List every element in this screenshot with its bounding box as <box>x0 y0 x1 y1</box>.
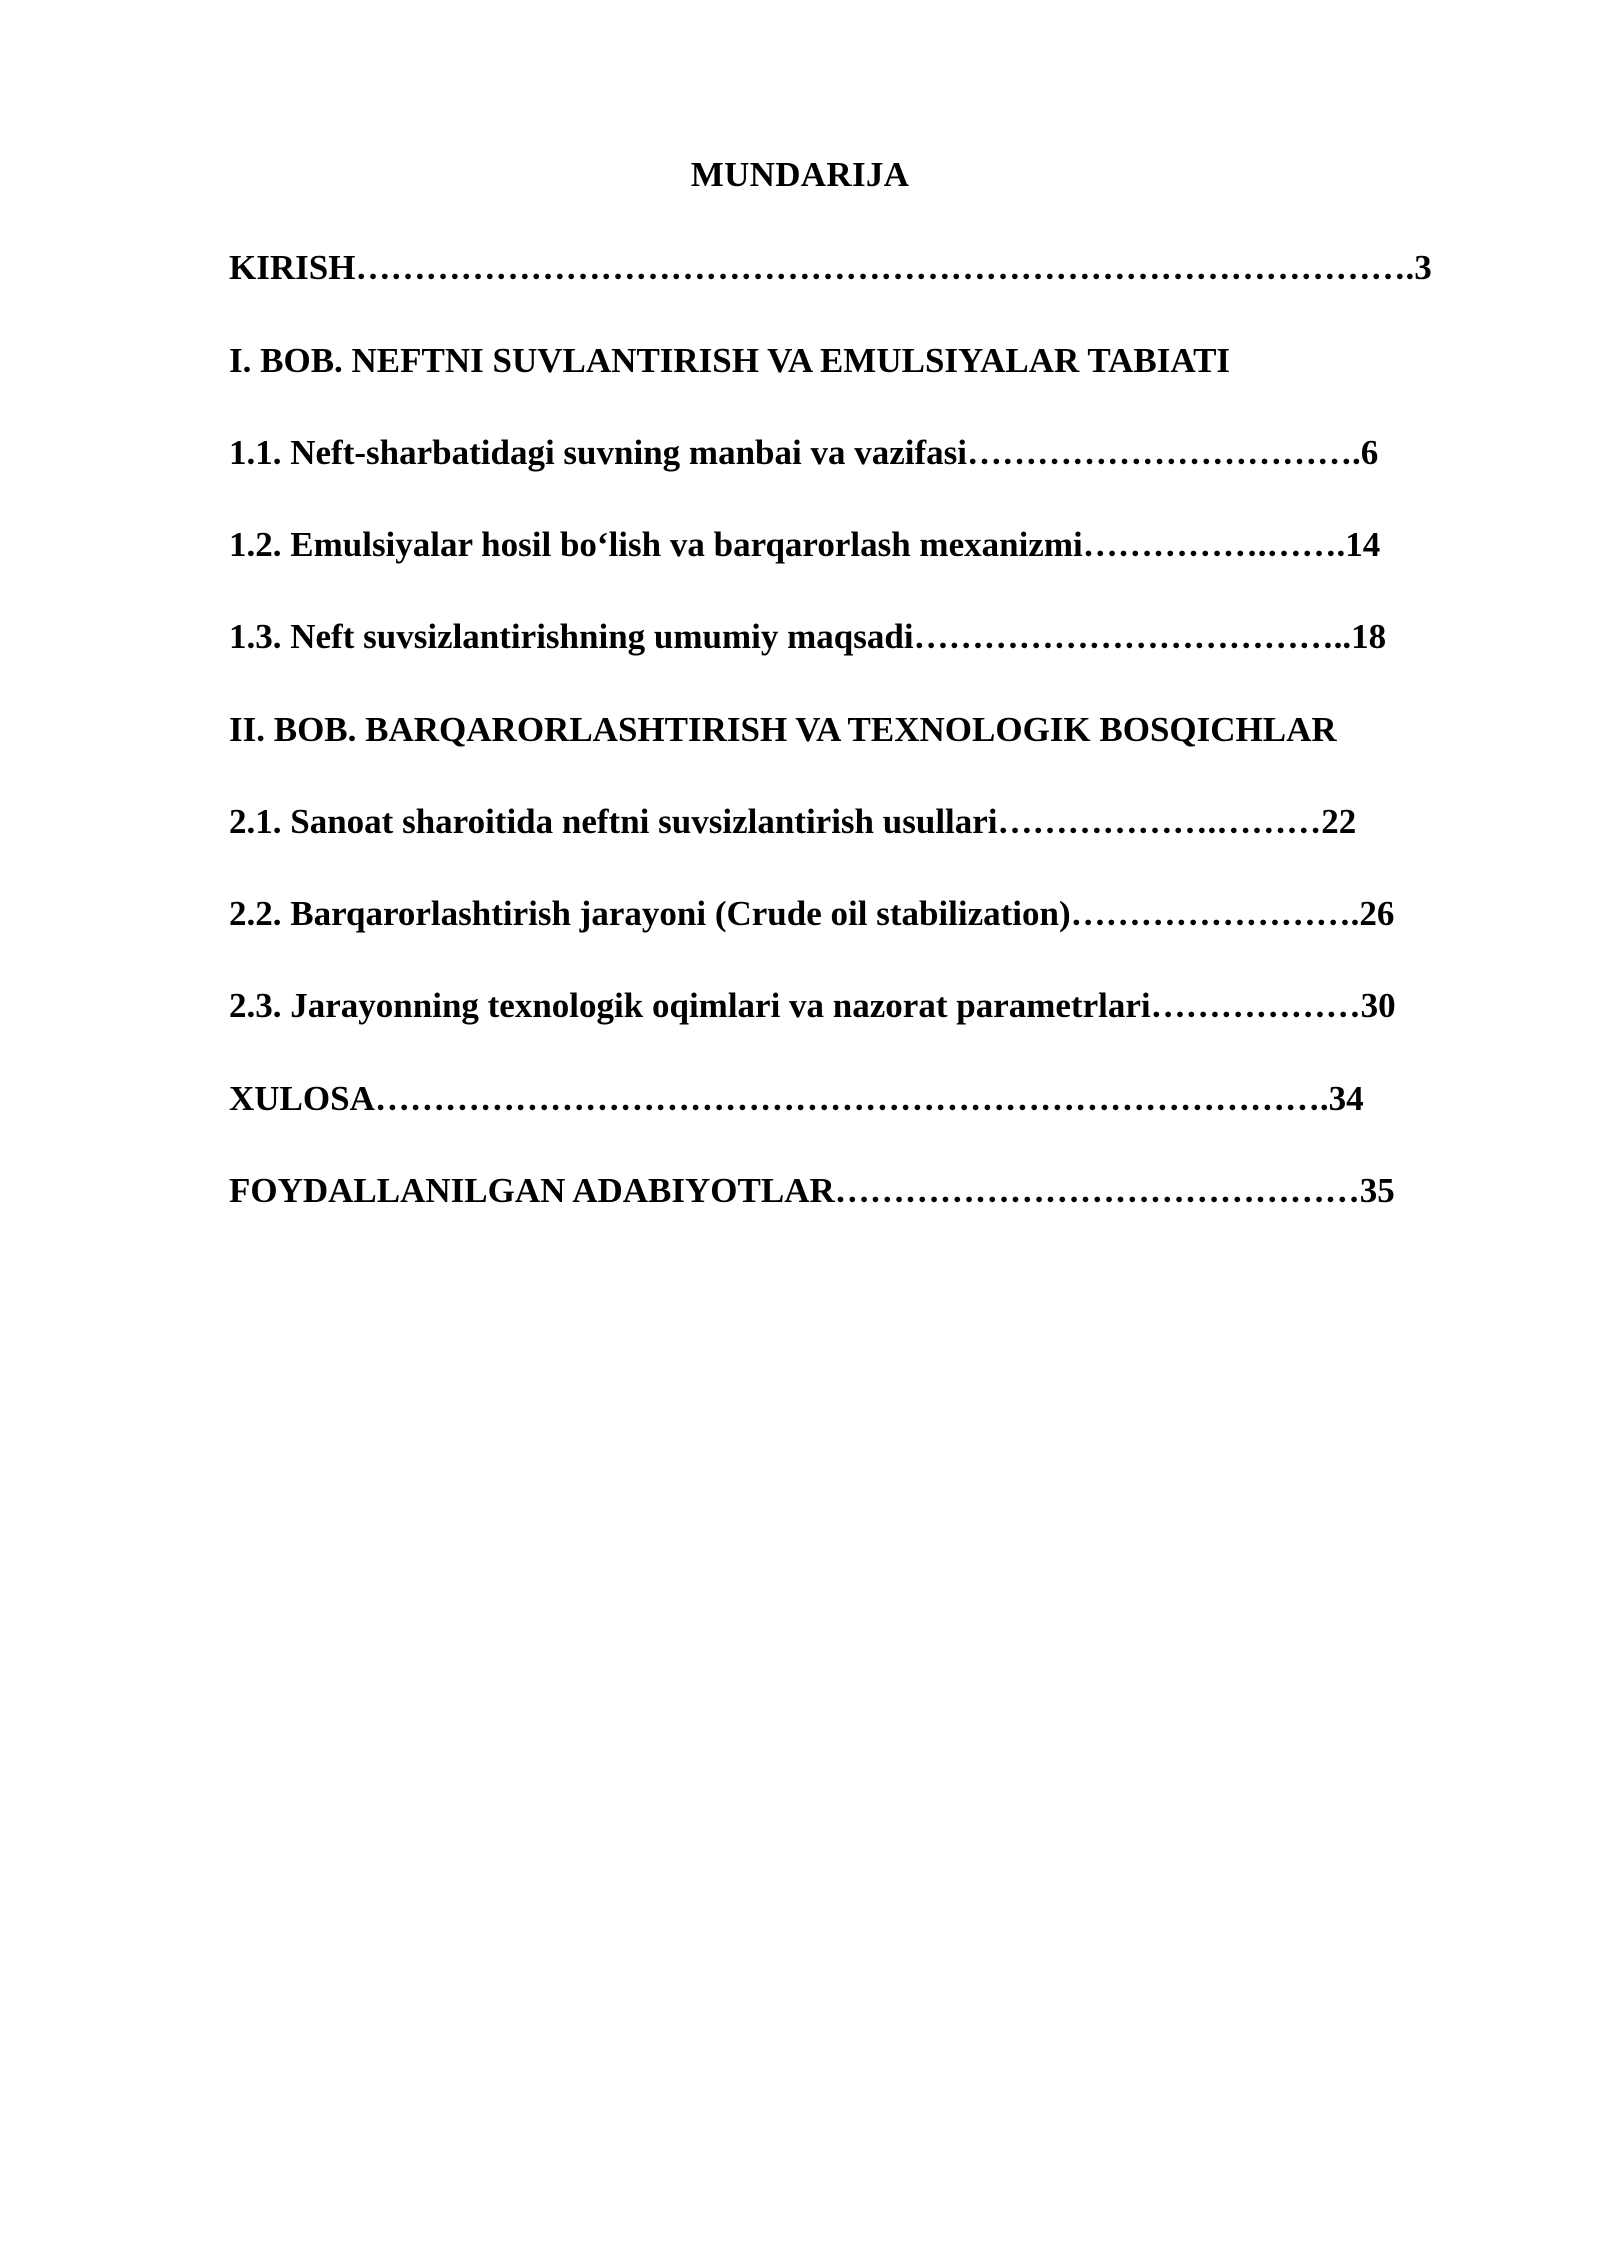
toc-entry-label: 2.3. Jarayonning texnologik oqimlari va nazorat parametrlari <box>229 986 1151 1025</box>
toc-leader-dots: ……………………………….. <box>913 617 1352 656</box>
toc-chapter-1-heading[interactable] <box>229 336 1379 386</box>
toc-entry-label: 1.3. Neft suvsizlantirishning umumiy maqsadi <box>229 617 914 656</box>
toc-entry-label: 2.2. Barqarorlashtirish jarayoni (Crude oil stabilization) <box>229 894 1071 933</box>
toc-page-number: 22 <box>1321 802 1357 841</box>
toc-entry-xulosa[interactable] <box>229 1074 1491 1124</box>
toc-entry-1-2[interactable] <box>229 520 1479 570</box>
toc-entry-label: II. BOB. BARQARORLASHTIRISH VA TEXNOLOGIK BOSQICHLAR <box>229 710 1337 749</box>
toc-leader-dots: ………………………………………………………………………………. <box>355 248 1415 287</box>
toc-leader-dots: ……………………………. <box>967 433 1361 472</box>
toc-page-number: 30 <box>1360 986 1396 1025</box>
toc-entry-label: 1.2. Emulsiyalar hosil bo‘lish va barqarorlash mexanizmi <box>229 525 1083 564</box>
toc-entry-2-2[interactable] <box>229 889 1491 939</box>
toc-page-number: 18 <box>1351 617 1387 656</box>
toc-entry-2-1[interactable] <box>229 797 1489 847</box>
toc-entry-1-1[interactable] <box>229 428 1479 478</box>
toc-entry-kirish[interactable] <box>229 243 1491 293</box>
toc-chapter-2-heading[interactable] <box>229 705 1479 755</box>
toc-entry-adabiyotlar[interactable] <box>229 1166 1491 1216</box>
toc-page-number: 26 <box>1359 894 1395 933</box>
toc-page-number: 6 <box>1360 433 1379 472</box>
toc-leader-dots: ………………………………………………………………………. <box>374 1079 1329 1118</box>
toc-entry-1-3[interactable] <box>229 612 1491 662</box>
toc-entry-label: 1.1. Neft-sharbatidagi suvning manbai va vazifasi <box>229 433 967 472</box>
toc-entry-label: KIRISH <box>229 248 356 287</box>
toc-entry-2-3[interactable] <box>229 981 1491 1031</box>
toc-leader-dots: ……………………………………… <box>834 1171 1360 1210</box>
toc-leader-dots: …………….……. <box>1082 525 1346 564</box>
toc-entry-label: FOYDALLANILGAN ADABIYOTLAR <box>229 1171 835 1210</box>
toc-leader-dots: ……………….……… <box>997 802 1322 841</box>
toc-entry-label: I. BOB. NEFTNI SUVLANTIRISH VA EMULSIYALAR TABIATI <box>229 341 1231 380</box>
toc-title: MUNDARIJA <box>690 155 910 194</box>
toc-leader-dots: ……………… <box>1150 986 1361 1025</box>
toc-entry-label: 2.1. Sanoat sharoitida neftni suvsizlantirish usullari <box>229 802 998 841</box>
toc-page-number: 34 <box>1328 1079 1364 1118</box>
toc-leader-dots: ……………………. <box>1070 894 1360 933</box>
toc-page-number: 14 <box>1345 525 1381 564</box>
toc-entry-label: XULOSA <box>229 1079 375 1118</box>
toc-page-number: 3 <box>1414 248 1432 287</box>
toc-page-number: 35 <box>1359 1171 1395 1210</box>
